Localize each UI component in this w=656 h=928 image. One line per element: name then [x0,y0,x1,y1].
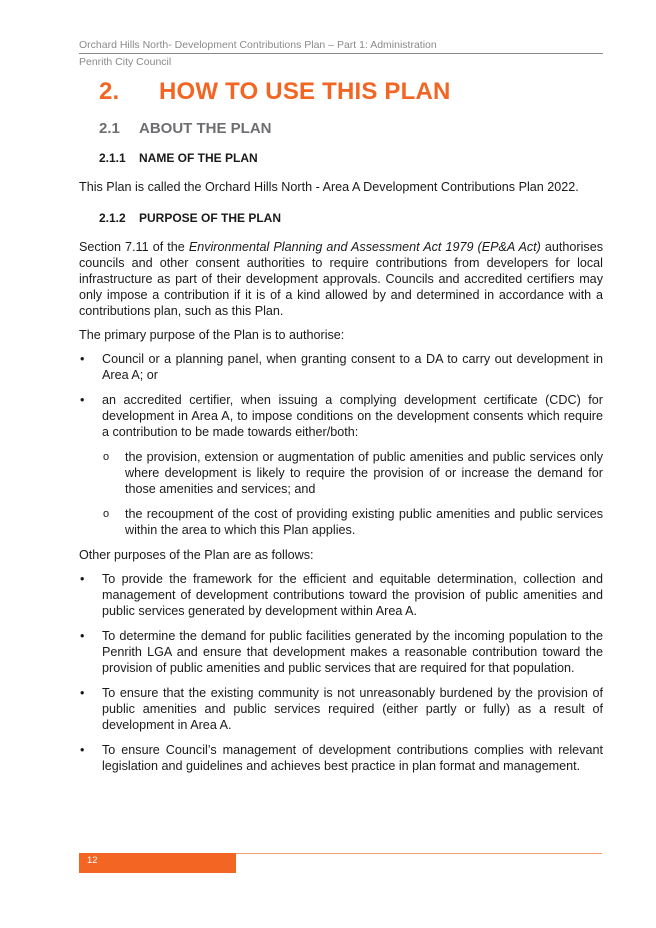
name-of-plan-text: This Plan is called the Orchard Hills North - Area A Development Contributions Plan 2022. [79,180,579,194]
header-doc-title: Orchard Hills North- Development Contributions Plan – Part 1: Administration [79,39,437,51]
purpose-paragraph [79,239,603,319]
subsection-title: ABOUT THE PLAN [139,120,272,137]
page-number: 12 [87,855,98,866]
list-item: • To determine the demand for public facilities generated by the incoming population to the Penrith LGA and ensure that development makes a reasonable contribution toward the provision of public amenities and public services that are required for that population. [80,629,603,675]
bullet-icon: • [80,393,85,407]
circle-bullet-icon: o [103,508,110,520]
section-heading [99,78,603,106]
primary-purpose-list [79,351,603,538]
list-item: • To ensure Council’s management of development contributions complies with relevant legislation and guidelines and achieves best practice in plan format and management. [80,743,603,773]
list-item: • To provide the framework for the efficient and equitable determination, collection and management of development contributions toward the provision of public amenities and public services generated by development within Area A. [80,572,603,618]
purpose-title: PURPOSE OF THE PLAN [139,211,282,225]
bullet-icon: • [80,572,85,586]
page-header [79,38,603,69]
subsection-number: 2.1 [99,120,120,137]
name-of-plan-title: NAME OF THE PLAN [139,151,258,165]
name-of-plan-number: 2.1.1 [99,151,126,165]
section-number: 2. [99,78,120,105]
bullet-icon: • [80,686,85,700]
list-item: • Council or a planning panel, when granting consent to a DA to carry out development in Area A; or [80,352,603,382]
purpose-para-before: Section 7.11 of the [79,240,189,254]
bullet-icon: • [80,629,85,643]
subsection-heading [99,120,603,137]
purpose-para-after: authorises councils and other consent authorities to require contributions from developers for local infrastructure as part of their development approvals. Councils and accredited certifiers may only impose a contribution if it is of a kind allowed by and determined in accordance with a contributions plan, such as this Plan. [79,240,604,318]
bullet-icon: • [80,352,85,366]
name-of-plan-heading [99,151,603,165]
footer-page-tab [79,853,236,873]
purpose-heading [99,211,603,225]
header-council: Penrith City Council [79,56,172,68]
other-purposes-list [79,571,603,774]
circle-bullet-icon: o [103,451,110,463]
primary-purpose-intro: The primary purpose of the Plan is to authorise: [79,328,345,342]
footer-divider [236,853,602,854]
sub-list [102,449,603,538]
section-title: HOW TO USE THIS PLAN [159,78,451,105]
list-item: • an accredited certifier, when issuing a complying development certificate (CDC) for development in Area A, to impose conditions on the development consents which require a contribution to be made towards either/both: o the provision, extension or augmentation of public amenities and public services only where development is likely to require the provision of or increase the demand for those amenities and services; and o the recoupment of the cost of providing existing public amenities and public services within the area to which this Plan applies. [80,393,603,537]
sub-list-item: o the recoupment of the cost of providing existing public amenities and public services within the area to which this Plan applies. [103,507,603,537]
page-content [79,78,603,783]
act-name: Environmental Planning and Assessment Act 1979 (EP&A Act) [188,240,541,254]
header-divider [79,53,603,54]
purpose-number: 2.1.2 [99,211,126,225]
sub-list-item: o the provision, extension or augmentation of public amenities and public services only where development is likely to require the provision of or increase the demand for those amenities and services; and [103,450,603,496]
other-purposes-intro: Other purposes of the Plan are as follows: [79,548,314,562]
list-item: • To ensure that the existing community is not unreasonably burdened by the provision of public amenities and public services required (either partly or fully) as a result of development in Area A. [80,686,603,732]
bullet-icon: • [80,743,85,757]
